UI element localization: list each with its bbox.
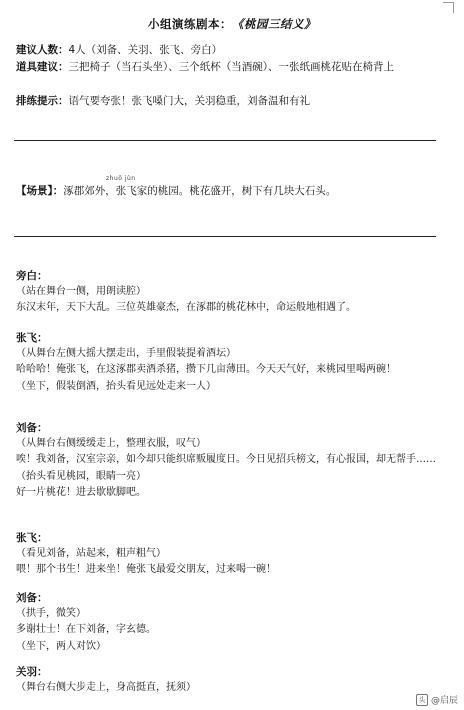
pinyin-annotation: zhuō jùn: [106, 175, 136, 182]
script-block-narrator: [16, 268, 446, 317]
tips-value: 语气要夸张！张飞嗓门大，关羽稳重，刘备温和有礼: [68, 95, 310, 107]
dialogue-line: 哈哈哈！俺张飞，在这涿郡卖酒杀猪，攒下几亩薄田。今天天气好，来桃园里喝两碗！: [16, 364, 396, 376]
watermark-text: @启辰: [430, 696, 458, 706]
scene-setting: [16, 183, 336, 199]
speaker-name: 旁白：: [16, 270, 48, 282]
meta-rehearsal-tips: [16, 93, 440, 110]
stage-direction: （坐下，两人对饮）: [16, 640, 106, 652]
tips-label: 排练提示：: [16, 95, 69, 107]
scene-label: 【场景】：: [16, 185, 64, 197]
dialogue-line: 好一片桃花！进去歇歇脚吧。: [16, 486, 146, 498]
stage-direction: （舞台右侧大步走上，身高挺直，抚须）: [16, 682, 196, 694]
meta-props: [16, 59, 440, 76]
play-name: 《桃园三结义》: [232, 17, 316, 31]
dialogue-line: 唉！我刘备，汉室宗亲，如今却只能织席贩履度日。今日见招兵榜文，有心报国，却无帮手……: [16, 454, 436, 466]
script-block-guanyu: [16, 664, 446, 696]
props-value: 三把椅子（当石头坐）、三个纸杯（当酒碗）、一张纸画桃花贴在椅背上: [68, 61, 394, 73]
stage-direction: （从舞台右侧缓缓走上，整理衣服，叹气）: [16, 438, 206, 450]
dialogue-line: 东汉末年，天下大乱。三位英雄豪杰，在涿郡的桃花林中，命运般地相遇了。: [16, 302, 356, 314]
stage-direction: （抬头看见桃园，眼睛一亮）: [16, 470, 146, 482]
divider-top: [14, 140, 436, 141]
script-block-liubei-2: [16, 590, 446, 655]
dialogue-line: 喂！那个书生！进来坐！俺张飞最爱交朋友，过来喝一碗！: [16, 564, 276, 576]
speaker-name: 张飞：: [16, 332, 48, 344]
source-watermark: [416, 693, 458, 706]
speaker-name: 刘备：: [16, 592, 48, 604]
page-corner-mark: [443, 2, 454, 13]
script-block-liubei: [16, 420, 446, 501]
stage-direction: （拱手，微笑）: [16, 608, 86, 620]
dialogue-line: 多谢壮士！在下刘备，字玄德。: [16, 624, 156, 636]
props-label: 道具建议：: [16, 61, 69, 73]
people-count-value: 4人（刘备、关羽、张飞、旁白）: [68, 44, 223, 56]
stage-direction: （坐下，假装倒酒，抬头看见远处走来一人）: [16, 380, 216, 392]
meta-people-count: [16, 42, 440, 59]
document-title: [0, 16, 464, 32]
speaker-name: 刘备：: [16, 422, 48, 434]
stage-direction: （站在舞台一侧，用朗读腔）: [16, 286, 146, 298]
divider-bottom: [14, 236, 436, 237]
script-block-zhangfei-2: [16, 530, 446, 579]
speaker-name: 关羽：: [16, 666, 48, 678]
people-count-label: 建议人数：: [16, 44, 69, 56]
title-prefix: 小组演练剧本：: [148, 17, 232, 31]
speaker-name: 张飞：: [16, 532, 48, 544]
stage-direction: （看见刘备，站起来，粗声粗气）: [16, 548, 166, 560]
stage-direction: （从舞台左侧大摇大摆走出，手里假装提着酒坛）: [16, 348, 236, 360]
watermark-logo-icon: 头: [416, 694, 428, 706]
scene-text: 涿郡郊外，张飞家的桃园。桃花盛开，树下有几块大石头。: [63, 185, 337, 197]
script-block-zhangfei: [16, 330, 446, 395]
